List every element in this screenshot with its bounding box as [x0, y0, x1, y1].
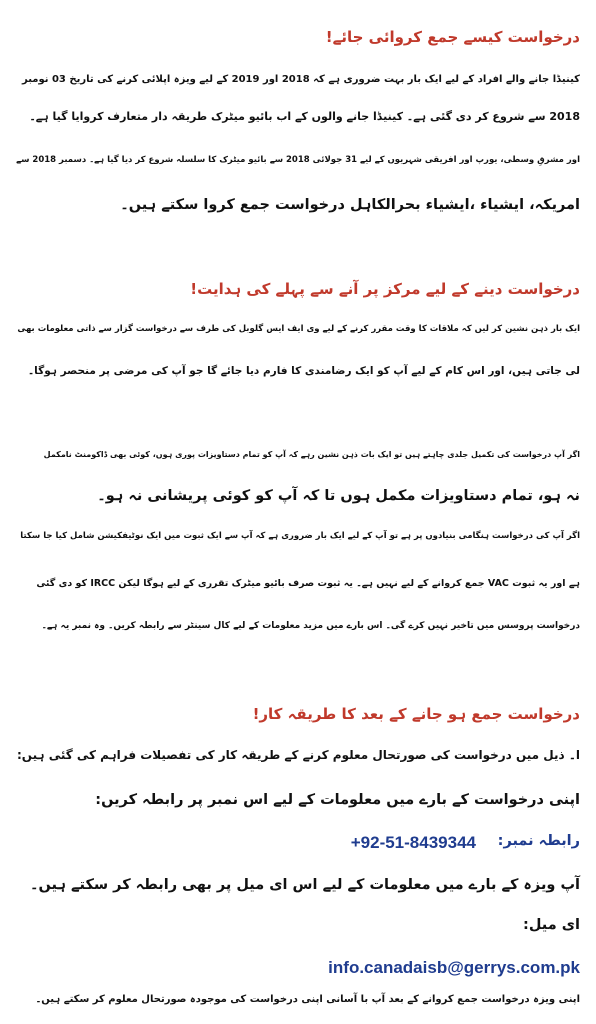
heading-submission: درخواست کیسے جمع کروائی جائے! — [325, 28, 580, 46]
urgent-line-2: نہ ہو، تمام دستاویزات مکمل ہوں تا کہ آپ کو کوئی پریشانی نہ ہو۔ — [97, 488, 580, 504]
closing-line: اپنی ویزہ درخواست جمع کروانے کے بعد آپ با آسانی اپنی درخواست کی موجودہ صورتحال معلوم کر سکتے ہیں۔ — [35, 994, 580, 1005]
submission-line-3: اور مشرقِ وسطی، یورپ اور افریقی شہریوں کے لیے 31 جولائی 2018 سے بائیو میٹرک کا سلسلہ شروع کر دیا گیا ہے۔ دسمبر 2018 سے — [16, 155, 580, 165]
submission-line-4: امریکہ، ایشیاء ،ایشیاء بحرالکاہل درخواست جمع کروا سکتے ہیں۔ — [120, 197, 580, 213]
before-visit-line-2: لی جاتی ہیں، اور اس کام کے لیے آپ کو ایک رضامندی کا فارم دیا جائے گا جو آپ کی مرضی پر منحصر ہوگا۔ — [28, 365, 580, 377]
email-address[interactable]: info.canadaisb@gerrys.com.pk — [328, 958, 580, 977]
urgent-line-4: ہے اور یہ ثبوت VAC جمع کروانے کے لیے نہیں ہے۔ یہ ثبوت صرف بائیو میٹرک تقرری کے لیے ہوگا لیکن IRCC کو دی گئی — [36, 578, 580, 589]
urgent-line-3: اگر آپ کی درخواست ہنگامی بنیادوں پر ہے تو آپ کے لیے ایک بار ضروری ہے کہ آپ سے ایک ثبوت میں ایک نوٹیفکیشن شامل کیا جا سکتا — [20, 531, 580, 541]
phone-label: رابطہ نمبر: — [497, 833, 580, 849]
heading-after-submission: درخواست جمع ہو جانے کے بعد کا طریقہ کار! — [252, 705, 580, 723]
before-visit-line-1: ایک بار ذہن نشین کر لیں کہ ملاقات کا وقت مقرر کرنے کے لیے وی ایف ایس گلوبل کی طرف سے درخواست گزار سے ذاتی معلومات بھی — [17, 324, 580, 334]
heading-before-visit: درخواست دینے کے لیے مرکز پر آنے سے پہلے کی ہدایت! — [190, 280, 580, 298]
urgent-line-5: درخواست پروسس میں تاخیر نہیں کرے گی۔ اس بارے میں مزید معلومات کے لیے کال سینٹر سے رابطہ کریں۔ وہ نمبر یہ ہے۔ — [41, 621, 580, 631]
submission-line-2: 2018 سے شروع کر دی گئی ہے۔ کینیڈا جانے والوں کے اب بائیو میٹرک طریقہ دار متعارف کروایا گیا ہے۔ — [29, 110, 580, 123]
after-line-2: اپنی درخواست کے بارے میں معلومات کے لیے اس نمبر پر رابطہ کریں: — [95, 792, 580, 808]
email-intro: آپ ویزہ کے بارے میں معلومات کے لیے اس ای میل پر بھی رابطہ کر سکتے ہیں۔ — [30, 877, 580, 893]
phone-number[interactable]: +92-51-8439344 — [350, 833, 476, 852]
submission-line-1: کینیڈا جانے والے افراد کے لیے ایک بار بہت ضروری ہے کہ 2018 اور 2019 کے لیے ویزہ اپلائی کرنے کی تاریخ 03 نومبر — [21, 74, 580, 85]
email-label: ای میل: — [523, 917, 580, 933]
urgent-line-1: اگر آپ درخواست کی تکمیل جلدی چاہتے ہیں تو ایک بات ذہن نشین رہے کہ آپ کو تمام دستاویزات پوری ہوں، کوئی بھی ڈاکومنٹ نامکمل — [43, 450, 580, 459]
after-line-1: ا۔ ذیل میں درخواست کی صورتحال معلوم کرنے کے طریقہ کار کی تفصیلات فراہم کی گئی ہیں: — [16, 748, 580, 762]
